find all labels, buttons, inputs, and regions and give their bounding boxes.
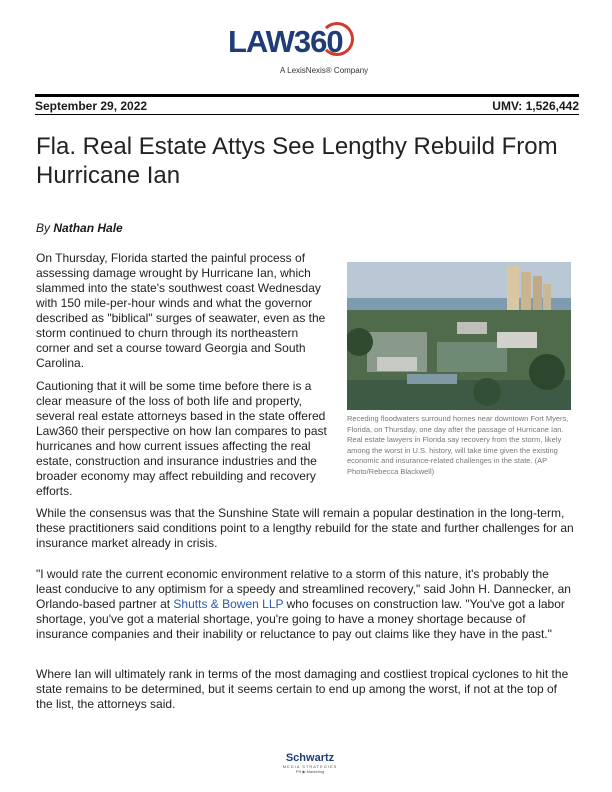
schwartz-logo <box>280 752 340 774</box>
paragraph-2: Cautioning that it will be some time before there is a clear measure of the loss of both life and property, several real estate attorneys based in the state offered Law360 their perspective on how Ian compares to past hurricanes and how current issues affecting the real estate, construction and insurance industries and the broader economy may affect rebuilding and recovery efforts. <box>36 379 327 498</box>
shutts-bowen-link[interactable]: Shutts & Bowen LLP <box>173 597 284 611</box>
header-rule-bottom <box>35 114 579 115</box>
author-name: Nathan Hale <box>53 221 123 235</box>
paragraph-3: While the consensus was that the Sunshine State will remain a popular destination in the long-term, these practitioners said conditions point to a lengthy rebuild for the state and further challenges for an insurance market already in crisis. <box>36 506 574 550</box>
byline-prefix: By <box>36 221 51 235</box>
footer-brand-line: MEDIA STRATEGIES <box>282 764 338 769</box>
footer-brand: Schwartz <box>285 752 335 764</box>
article-title: Fla. Real Estate Attys See Lengthy Rebuild From Hurricane Ian <box>36 133 558 189</box>
logo-ring-icon <box>320 22 354 56</box>
logo-wordmark: LAW360 <box>228 24 343 59</box>
paragraph-4 <box>36 567 576 642</box>
publish-date: September 29, 2022 <box>35 99 148 113</box>
hurricane-photo <box>347 262 571 410</box>
umv-count: UMV: 1,526,442 <box>492 99 579 113</box>
paragraph-5: Where Ian will ultimately rank in terms of the most damaging and costliest tropical cyclones to hit the state remains to be determined, but it seems certain to end up among the worst, if not at the top of the list, the attorneys said. <box>36 667 569 711</box>
paragraph-1: On Thursday, Florida started the painful process of assessing damage wrought by Hurricane Ian, which slammed into the state's southwest coast Wednesday with 150 mile-per-hour winds and what the governor described as "biblical" surges of seawater, even as the storm continued to churn through its northeastern corner and set a course toward Georgia and South Carolina. <box>36 251 326 370</box>
quote-part-1: "I would rate the current economic environment relative to a storm of this nature, it's probably the least conducive to any optimism for a speedy and streamlined recovery," said John H. Dannecker, an Orlando-based partner at <box>36 567 571 611</box>
flooded-city-image <box>347 262 571 410</box>
logo-subtitle: A LexisNexis® Company <box>280 66 369 75</box>
dateline <box>35 99 579 113</box>
photo-caption: Receding floodwaters surround homes near downtown Fort Myers, Florida, on Thursday, one day after the passage of Hurricane Ian. Real estate lawyers in Florida say recovery from the storm, likely among the worst in U.S. history, will take time given the existing economic and insurance-related challenges in the state. (AP Photo/Rebecca Blackwell) <box>347 414 569 476</box>
header-rule-top <box>35 94 579 97</box>
footer-brand-tag: PR ▶ Marketing <box>295 769 325 774</box>
byline <box>36 221 123 235</box>
law360-logo <box>228 20 388 80</box>
quote-part-2: who focuses on construction law. "You've got a labor shortage, you've got a material shortage, you're going to have a money shortage because of insurance companies and their inability or reluctance to pay out claims like they have in the past." <box>36 597 565 641</box>
